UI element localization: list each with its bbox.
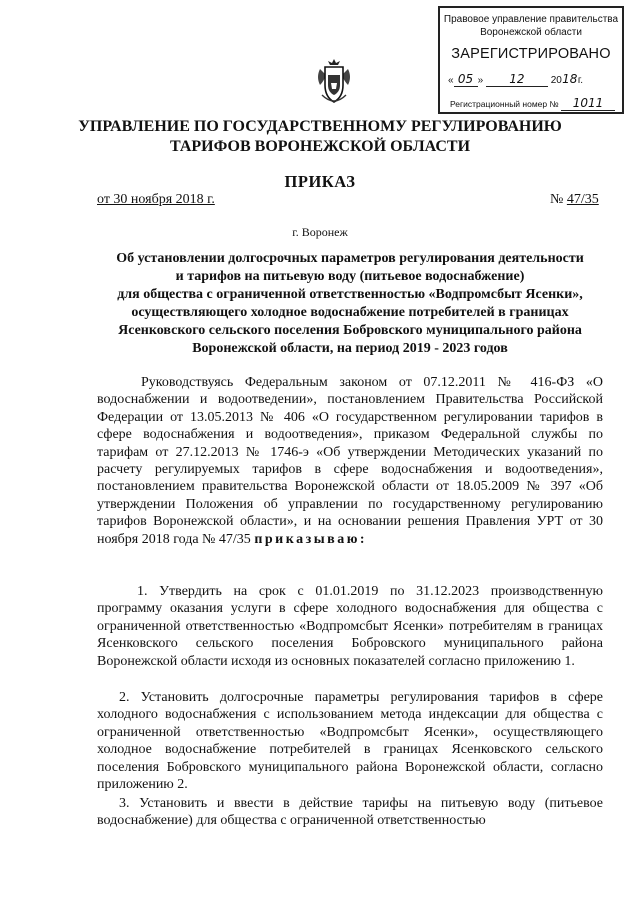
stamp-reg-number-value: 1011 (561, 96, 615, 111)
subject-line3: для общества с ограниченной ответственностью «Водпромсбыт Ясенки», (117, 287, 583, 302)
stamp-organization (440, 13, 622, 39)
organization-title-line1: УПРАВЛЕНИЕ ПО ГОСУДАРСТВЕННОМУ РЕГУЛИРОВАНИЮ (78, 118, 562, 135)
stamp-date-year-prefix: 20 (550, 75, 562, 86)
subject-line6: Воронежской области, на период 2019 - 2023 годов (192, 341, 508, 356)
subject-line4: осуществляющего холодное водоснабжение потребителей в границах (131, 305, 569, 320)
organization-title-line2: ТАРИФОВ ВОРОНЕЖСКОЙ ОБЛАСТИ (169, 138, 471, 155)
stamp-reg-number-label: Регистрационный номер № (450, 99, 559, 109)
stamp-date-year-suffix: 18 (562, 72, 578, 86)
coat-of-arms-icon (314, 55, 354, 107)
document-number-prefix: № (550, 192, 564, 207)
document-number-value: 47/35 (566, 192, 599, 207)
stamp-date: « 05 » 12 2018г. (448, 72, 584, 86)
organization-title (60, 117, 580, 157)
stamp-reg-number (450, 96, 616, 111)
subject-line2: и тарифов на питьевую воду (питьевое водоснабжение) (175, 269, 525, 284)
document-type: ПРИКАЗ (284, 172, 356, 191)
order-item-2: 2. Установить долгосрочные параметры регулирования тарифов в сфере холодного водоснабжения с использованием метода индексации для общества с ограниченной ответственностью «Водпромсбыт Ясенки», осуществляющего холодное водоснабжение потребителей в границах Ясенковского сельского поселения Бобровского муниципального района Воронежской области, согласно приложению 2. (97, 690, 603, 793)
stamp-organization-line2: Воронежской области (480, 27, 582, 38)
document-subject (96, 250, 604, 358)
subject-line5: Ясенковского сельского поселения Бобровского муниципального района (118, 323, 582, 338)
order-item-3: 3. Установить и ввести в действие тарифы на питьевую воду (питьевое водоснабжение) для общества с ограниченной ответственностью (97, 796, 603, 829)
stamp-date-day: 05 (454, 72, 478, 87)
preamble-text: Руководствуясь Федеральным законом от 07.12.2011 № 416-ФЗ «О водоснабжении и водоотведении», постановлением Правительства Российской Федерации от 13.05.2013 № 406 «О государственном регулировании тарифов в сфере водоснабжения и водоотведения», приказом Федеральной службы по тарифам от 27.12.2013 № 1746-э «Об утверждении Методических указаний по расчету регулируемых тарифов в сфере водоснабжения и водоотведения», постановлением правительства Воронежской области от 18.05.2009 № 397 «Об утверждении Положения об управлении по государственному регулированию тарифов Воронежской области», и на основании решения Правления УРТ от 30 ноября 2018 года № 47/35 (97, 375, 603, 547)
document-date: от 30 ноября 2018 г. (97, 192, 215, 207)
registration-stamp (438, 6, 624, 114)
document-number (550, 192, 599, 208)
stamp-status: ЗАРЕГИСТРИРОВАНО (451, 46, 611, 62)
subject-line1: Об установлении долгосрочных параметров регулирования деятельности (116, 251, 584, 266)
document-city: г. Воронеж (292, 225, 348, 239)
stamp-date-year-unit: г. (577, 75, 584, 86)
stamp-date-month: 12 (486, 72, 548, 87)
stamp-organization-line1: Правовое управление правительства (443, 14, 619, 25)
order-item-1: 1. Утвердить на срок с 01.01.2019 по 31.12.2023 производственную программу оказания услуги в сфере холодного водоснабжения для общества с ограниченной ответственностью «Водпромсбыт Ясенки» потребителям в границах Ясенковского сельского поселения Бобровского муниципального района Воронежской области исходя из основных показателей согласно приложению 1. (97, 584, 603, 669)
order-word: приказываю: (254, 531, 368, 547)
preamble-paragraph (97, 374, 603, 548)
